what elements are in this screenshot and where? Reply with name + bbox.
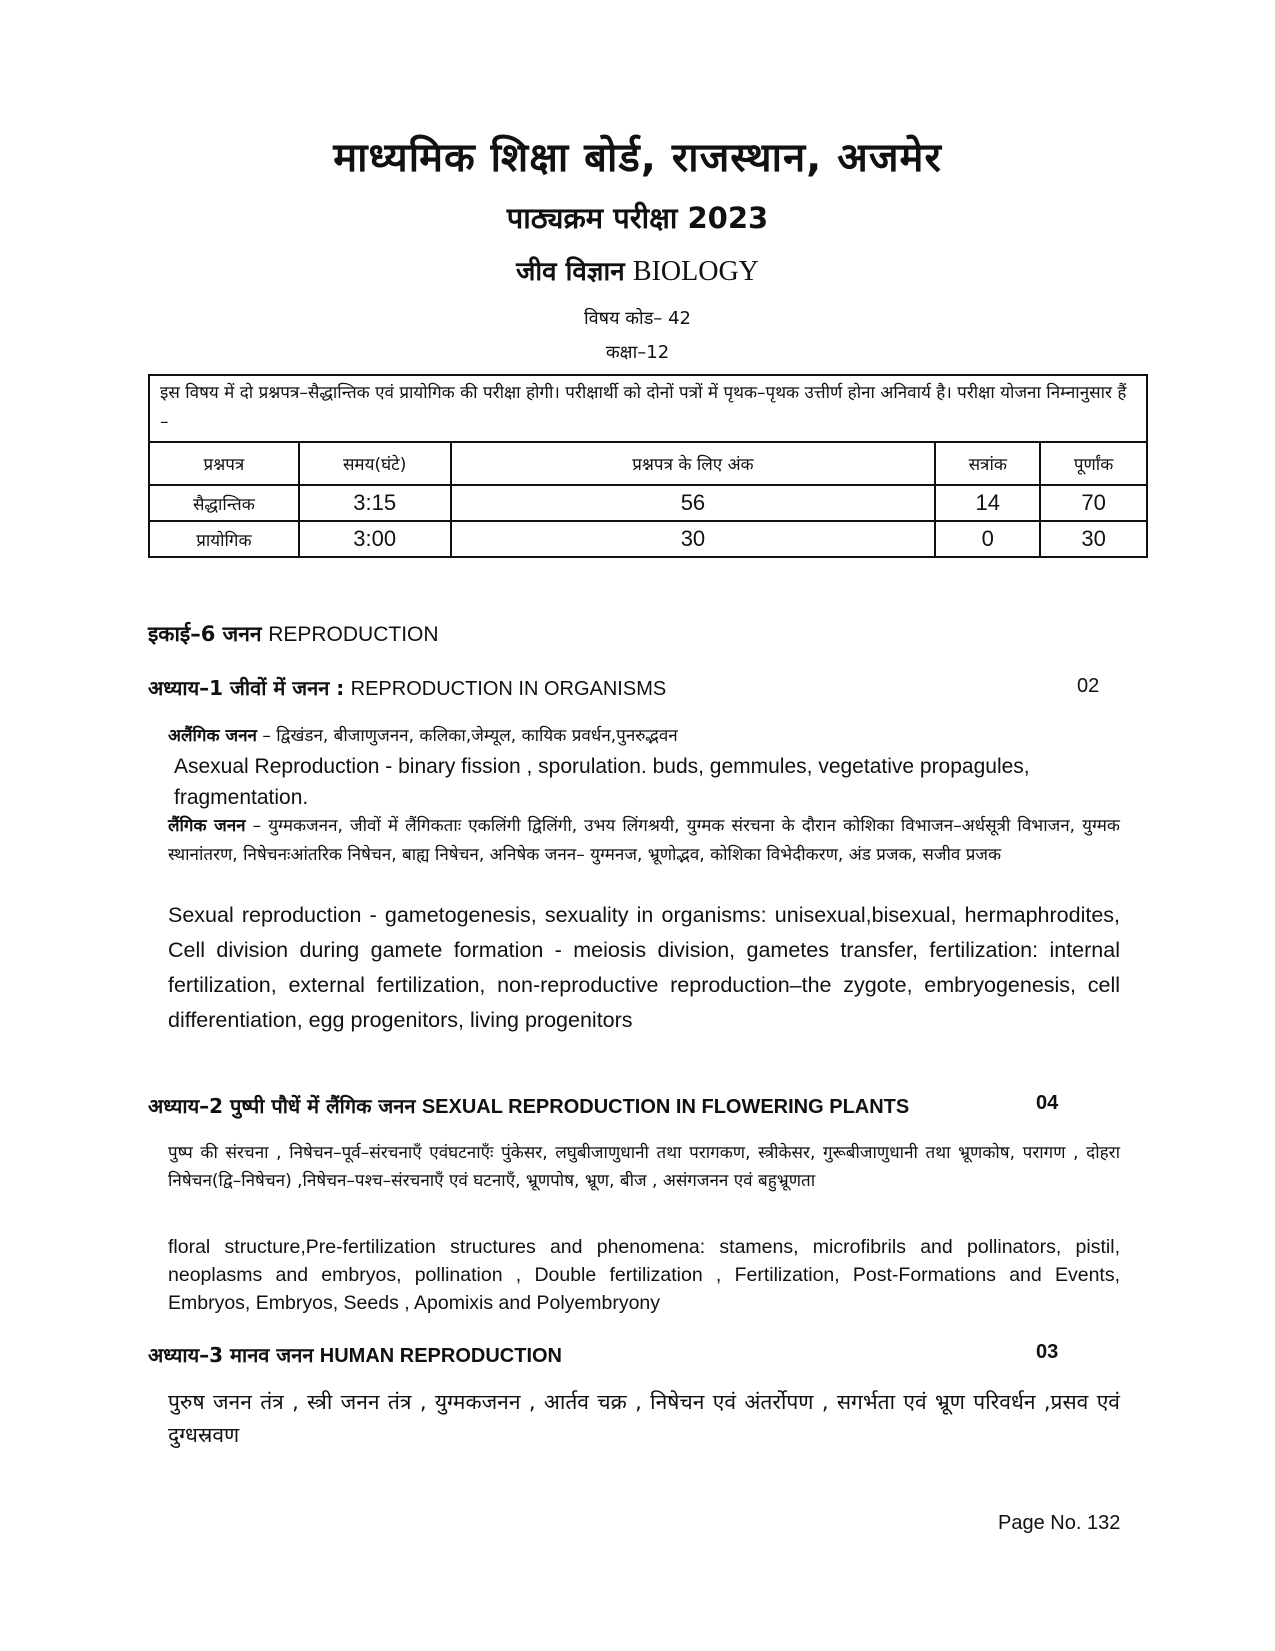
chapter-3-marks: 03 bbox=[1036, 1341, 1059, 1363]
table-cell: 3:00 bbox=[299, 521, 451, 557]
subject-line bbox=[0, 252, 1275, 288]
chapter-1-label-english: REPRODUCTION IN ORGANISMS bbox=[350, 678, 667, 700]
table-cell: सैद्धान्तिक bbox=[149, 485, 299, 521]
chapter-2-marks: 04 bbox=[1036, 1092, 1059, 1114]
table-header-row bbox=[149, 442, 1147, 485]
table-row bbox=[149, 521, 1147, 557]
asexual-reproduction-english: Asexual Reproduction - binary fission , sporulation. buds, gemmules, vegetative propagules, fragmentation. bbox=[174, 755, 1030, 809]
unit-label-english: REPRODUCTION bbox=[268, 623, 439, 646]
chapter-1-label-hindi: अध्याय–1 जीवों में जनन : bbox=[148, 676, 345, 700]
chapter-3-heading bbox=[148, 1341, 562, 1368]
exam-scheme-table bbox=[148, 374, 1148, 558]
unit-heading bbox=[148, 620, 439, 648]
chapter-2-text-english: floral structure,Pre-fertilization structures and phenomena: stamens, microfibrils and pollinators, pistil, neoplasms and embryos, pollination , Double fertilization , Fertilization, Post-Formations and Events, Embryos, Embryos, Seeds , Apomixis and Polyembryony bbox=[168, 1236, 1120, 1314]
table-row bbox=[149, 485, 1147, 521]
subject-hindi: जीव विज्ञान bbox=[516, 257, 625, 287]
chapter-2-heading bbox=[148, 1092, 909, 1119]
table-cell: 30 bbox=[1040, 521, 1147, 557]
column-header: समय(घंटे) bbox=[299, 442, 451, 485]
subject-english: BIOLOGY bbox=[632, 256, 759, 287]
table-cell: 70 bbox=[1040, 485, 1147, 521]
chapter-1-heading bbox=[148, 674, 666, 701]
unit-label-hindi: इकाई–6 जनन bbox=[148, 622, 262, 646]
sexual-description-hindi: – युग्मकजनन, जीवों में लैंगिकताः एकलिंगी द्विलिंगी, उभय लिंगश्रयी, युग्मक संरचना के दौरान कोशिका विभाजन–अर्धसूत्री विभाजन, युग्मक स्थानांतरण, निषेचनःआंतरिक निषेचन, बाह्य निषेचन, अनिषेक जनन– युग्मनज, भ्रूणोद्भव, कोशिका विभेदीकरण, अंड प्रजक, सजीव प्रजक bbox=[168, 816, 1120, 865]
chapter-1-marks: 02 bbox=[1077, 675, 1100, 697]
chapter-2-label-hindi: अध्याय–2 पुष्पी पौधें में लैंगिक जनन bbox=[148, 1094, 416, 1118]
sexual-reproduction-hindi bbox=[168, 812, 1120, 870]
asexual-description-hindi: – द्विखंडन, बीजाणुजनन, कलिका,जेम्यूल, कायिक प्रवर्धन,पुनरुद्भवन bbox=[256, 726, 678, 746]
sexual-reproduction-english: Sexual reproduction - gametogenesis, sexuality in organisms: unisexual,bisexual, hermaphrodites, Cell division during gamete formation - meiosis division, gametes transfer, fertilization: internal fertilization, external fertilization, non-reproductive reproduction–the zygote, embryogenesis, cell differentiation, egg progenitors, living progenitors bbox=[168, 903, 1120, 1032]
table-cell: प्रायोगिक bbox=[149, 521, 299, 557]
table-cell: 0 bbox=[935, 521, 1040, 557]
board-title: माध्यमिक शिक्षा बोर्ड, राजस्थान, अजमेर bbox=[333, 135, 942, 181]
table-cell: 3:15 bbox=[299, 485, 451, 521]
column-header: प्रश्नपत्र bbox=[149, 442, 299, 485]
chapter-2-text-hindi: पुष्प की संरचना , निषेचन–पूर्व–संरचनाएँ एवंघटनाएँः पुंकेसर, लघुबीजाणुधानी तथा परागकण, स्त्रीकेसर, गुरूबीजाणुधानी तथा भ्रूणकोष, परागण , दोहरा निषेचन(द्वि–निषेचन) ,निषेचन–पश्च–संरचनाएँ एवं घटनाएँ, भ्रूणपोष, भ्रूण, बीज , असंगजनन एवं बहुभ्रूणता bbox=[168, 1143, 1120, 1191]
chapter-3-text-hindi: पुरुष जनन तंत्र , स्त्री जनन तंत्र , युग्मकजनन , आर्तव चक्र , निषेचन एवं अंतर्रोपण , सगर्भता एवं भ्रूण परिवर्धन ,प्रसव एवं दुग्धस्रवण bbox=[168, 1390, 1120, 1447]
chapter-3-label-english: HUMAN REPRODUCTION bbox=[319, 1345, 562, 1367]
page-number: Page No. 132 bbox=[998, 1512, 1121, 1534]
exam-title: पाठ्यक्रम परीक्षा 2023 bbox=[506, 201, 769, 235]
table-cell: 14 bbox=[935, 485, 1040, 521]
exam-scheme-intro: इस विषय में दो प्रश्नपत्र–सैद्धान्तिक एवं प्रायोगिक की परीक्षा होगी। परीक्षार्थी को दोनों पत्रों में पृथक–पृथक उत्तीर्ण होना अनिवार्य है। परीक्षा योजना निम्नानुसार हैं – bbox=[149, 375, 1147, 442]
subject-code: विषय कोड– 42 bbox=[584, 308, 691, 329]
asexual-term: अलैंगिक जनन bbox=[168, 726, 257, 746]
column-header: प्रश्नपत्र के लिए अंक bbox=[451, 442, 936, 485]
table-cell: 56 bbox=[451, 485, 936, 521]
column-header: सत्रांक bbox=[935, 442, 1040, 485]
table-cell: 30 bbox=[451, 521, 936, 557]
asexual-reproduction-hindi bbox=[168, 722, 1120, 751]
table-intro-row bbox=[149, 375, 1147, 442]
column-header: पूर्णांक bbox=[1040, 442, 1147, 485]
chapter-3-label-hindi: अध्याय–3 मानव जनन bbox=[148, 1343, 314, 1367]
class-label: कक्षा–12 bbox=[605, 342, 670, 363]
chapter-2-label-english: SEXUAL REPRODUCTION IN FLOWERING PLANTS bbox=[421, 1096, 910, 1118]
sexual-term: लैंगिक जनन bbox=[168, 816, 246, 836]
